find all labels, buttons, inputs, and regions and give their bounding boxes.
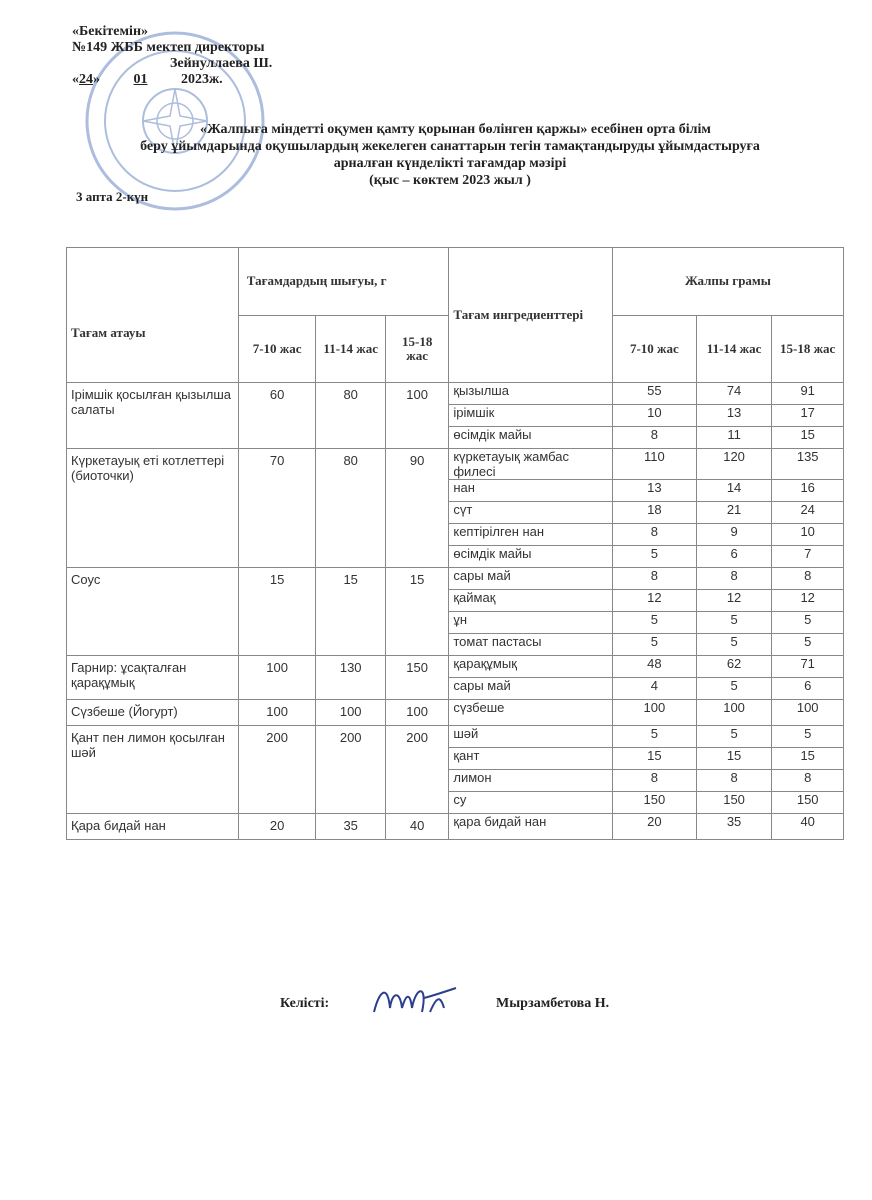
header-output: Тағамдардың шығуы, г [238,248,449,316]
ingredient-name: сары май [449,568,613,590]
header-age-total-2: 15-18 жас [772,315,844,383]
dish-output-value: 100 [385,383,448,449]
dish-output-value: 200 [385,726,448,814]
ingredient-grams-value: 8 [612,427,696,449]
ingredient-grams-value: 10 [612,405,696,427]
ingredient-grams-value: 110 [612,449,696,480]
ingredient-name: шәй [449,726,613,748]
footer-approval [280,996,329,1012]
ingredient-grams-value: 8 [612,770,696,792]
dish-output-value: 150 [385,656,448,700]
ingredient-grams-value: 100 [696,700,772,726]
ingredient-grams-value: 35 [696,814,772,840]
ingredient-grams-value: 5 [696,726,772,748]
ingredient-grams-value: 5 [612,612,696,634]
ingredient-grams-value: 11 [696,427,772,449]
ingredient-name: ірімшік [449,405,613,427]
dish-output-value: 20 [238,814,316,840]
ingredient-grams-value: 10 [772,524,844,546]
dish-name: Қант пен лимон қосылған шәй [67,726,239,814]
dish-output-value: 80 [316,383,386,449]
ingredient-grams-value: 9 [696,524,772,546]
ingredient-name: қара бидай нан [449,814,613,840]
approval-director-name: Зейнуллаева Ш. [170,56,273,71]
week-day-label: 3 апта 2-күн [76,189,149,204]
dish-name: Қара бидай нан [67,814,239,840]
ingredient-name: сүт [449,502,613,524]
ingredient-grams-value: 150 [772,792,844,814]
ingredient-name: қызылша [449,383,613,405]
ingredient-grams-value: 5 [612,634,696,656]
dish-output-value: 200 [316,726,386,814]
dish-output-value: 15 [238,568,316,656]
table-row [67,814,844,840]
table-row [67,700,844,726]
header-age-out-0: 7-10 жас [238,315,316,383]
dish-output-value: 80 [316,449,386,568]
dish-output-value: 100 [316,700,386,726]
approval-date: «24» 01 2023ж. [72,72,223,87]
ingredient-grams-value: 16 [772,480,844,502]
ingredient-grams-value: 48 [612,656,696,678]
ingredient-name: кептірілген нан [449,524,613,546]
dish-output-value: 100 [385,700,448,726]
ingredient-grams-value: 74 [696,383,772,405]
ingredient-grams-value: 20 [612,814,696,840]
table-row [67,568,844,590]
ingredient-grams-value: 7 [772,546,844,568]
header-age-total-1: 11-14 жас [696,315,772,383]
header-ingredients: Тағам ингредиенттері [449,248,613,383]
ingredient-name: қант [449,748,613,770]
ingredient-grams-value: 24 [772,502,844,524]
ingredient-grams-value: 5 [696,612,772,634]
ingredient-grams-value: 8 [612,524,696,546]
dish-name: Сүзбеше (Йогурт) [67,700,239,726]
ingredient-name: қаймақ [449,590,613,612]
dish-output-value: 100 [238,656,316,700]
dish-name: Гарнир: ұсақталған қарақұмық [67,656,239,700]
table-row [67,656,844,678]
ingredient-grams-value: 5 [772,634,844,656]
ingredient-grams-value: 15 [696,748,772,770]
ingredient-grams-value: 40 [772,814,844,840]
ingredient-name: томат пастасы [449,634,613,656]
ingredient-grams-value: 6 [696,546,772,568]
table-row [67,726,844,748]
footer-signer: Мырзамбетова Н. [496,996,610,1011]
header-total-grams: Жалпы грамы [612,248,843,316]
ingredient-grams-value: 91 [772,383,844,405]
ingredient-grams-value: 15 [772,427,844,449]
ingredient-grams-value: 100 [612,700,696,726]
approval-title: «Бекітемін» [72,24,149,39]
ingredient-grams-value: 150 [696,792,772,814]
ingredient-name: өсімдік майы [449,546,613,568]
approval-position: №149 ЖББ мектеп директоры [72,40,265,55]
dish-name: Ірімшік қосылған қызылша салаты [67,383,239,449]
dish-output-value: 60 [238,383,316,449]
ingredient-grams-value: 5 [612,726,696,748]
dish-name: Соус [67,568,239,656]
dish-output-value: 90 [385,449,448,568]
ingredient-grams-value: 150 [612,792,696,814]
dish-output-value: 130 [316,656,386,700]
ingredient-grams-value: 5 [696,634,772,656]
footer-label: Келісті: [280,996,330,1011]
ingredient-grams-value: 12 [612,590,696,612]
ingredient-grams-value: 5 [772,726,844,748]
ingredient-grams-value: 71 [772,656,844,678]
dish-output-value: 15 [316,568,386,656]
ingredient-grams-value: 12 [772,590,844,612]
ingredient-grams-value: 17 [772,405,844,427]
signature [370,978,460,1022]
title-line-2: беру ұйымдарында оқушылардың жекелеген санаттарын тегін тамақтандыруды ұйымдастыруға [140,139,760,154]
dish-output-value: 100 [238,700,316,726]
menu-table [66,247,844,840]
ingredient-name: өсімдік майы [449,427,613,449]
ingredient-grams-value: 55 [612,383,696,405]
ingredient-name: су [449,792,613,814]
ingredient-grams-value: 8 [696,770,772,792]
ingredient-grams-value: 120 [696,449,772,480]
table-row [67,383,844,405]
ingredient-grams-value: 15 [612,748,696,770]
ingredient-grams-value: 18 [612,502,696,524]
ingredient-name: сары май [449,678,613,700]
dish-output-value: 15 [385,568,448,656]
menu-table-body [67,383,844,840]
header-dish-name: Тағам атауы [67,248,239,383]
ingredient-name: күркетауық жамбас филесі [449,449,613,480]
title-line-1: «Жалпыға міндетті оқумен қамту қорынан бөлінген қаржы» есебінен орта білім [200,122,711,137]
table-row [67,449,844,480]
ingredient-grams-value: 135 [772,449,844,480]
ingredient-grams-value: 100 [772,700,844,726]
document-title [70,121,830,189]
ingredient-grams-value: 8 [696,568,772,590]
ingredient-name: нан [449,480,613,502]
ingredient-grams-value: 12 [696,590,772,612]
header-age-out-2: 15-18 жас [385,315,448,383]
header-age-total-0: 7-10 жас [612,315,696,383]
header-age-out-1: 11-14 жас [316,315,386,383]
ingredient-name: ұн [449,612,613,634]
title-line-3: арналған күнделікті тағамдар мәзірі [333,156,567,171]
dish-output-value: 70 [238,449,316,568]
approval-block [72,24,272,88]
ingredient-grams-value: 62 [696,656,772,678]
title-line-4: (қыс – көктем 2023 жыл ) [369,173,531,188]
ingredient-grams-value: 5 [772,612,844,634]
ingredient-grams-value: 13 [696,405,772,427]
ingredient-name: қарақұмық [449,656,613,678]
ingredient-name: лимон [449,770,613,792]
ingredient-grams-value: 15 [772,748,844,770]
ingredient-grams-value: 8 [612,568,696,590]
ingredient-grams-value: 8 [772,568,844,590]
ingredient-grams-value: 5 [612,546,696,568]
ingredient-grams-value: 5 [696,678,772,700]
dish-output-value: 40 [385,814,448,840]
ingredient-grams-value: 6 [772,678,844,700]
ingredient-grams-value: 8 [772,770,844,792]
ingredient-grams-value: 13 [612,480,696,502]
ingredient-name: сүзбеше [449,700,613,726]
ingredient-grams-value: 14 [696,480,772,502]
ingredient-grams-value: 21 [696,502,772,524]
dish-output-value: 35 [316,814,386,840]
dish-output-value: 200 [238,726,316,814]
dish-name: Күркетауық еті котлеттері (биоточки) [67,449,239,568]
ingredient-grams-value: 4 [612,678,696,700]
